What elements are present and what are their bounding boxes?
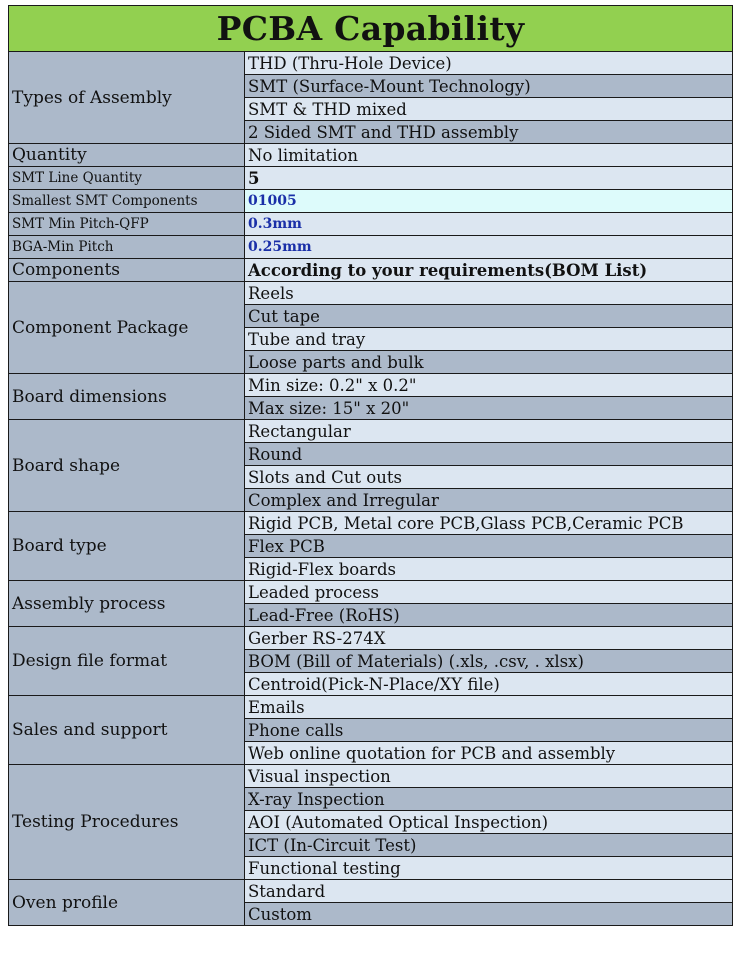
row-value: Functional testing	[245, 857, 733, 880]
row-value: 5	[245, 167, 733, 190]
row-value: Custom	[245, 903, 733, 926]
table-row	[9, 581, 733, 604]
row-value: Min size: 0.2" x 0.2"	[245, 374, 733, 397]
row-value: THD (Thru-Hole Device)	[245, 52, 733, 75]
row-value: No limitation	[245, 144, 733, 167]
table-row	[9, 167, 733, 190]
row-value: Round	[245, 443, 733, 466]
row-value: Gerber RS-274X	[245, 627, 733, 650]
row-label: Design file format	[9, 627, 245, 696]
row-label: Smallest SMT Components	[9, 190, 245, 213]
row-value: Phone calls	[245, 719, 733, 742]
row-value: Leaded process	[245, 581, 733, 604]
row-value: Cut tape	[245, 305, 733, 328]
row-value: AOI (Automated Optical Inspection)	[245, 811, 733, 834]
row-value: Rigid-Flex boards	[245, 558, 733, 581]
row-value: ICT (In-Circuit Test)	[245, 834, 733, 857]
row-value: Standard	[245, 880, 733, 903]
row-value: Centroid(Pick-N-Place/XY file)	[245, 673, 733, 696]
row-label: Board type	[9, 512, 245, 581]
row-value: Web online quotation for PCB and assembly	[245, 742, 733, 765]
row-label: Sales and support	[9, 696, 245, 765]
row-value: Reels	[245, 282, 733, 305]
row-value: 0.25mm	[245, 236, 733, 259]
row-value: Rigid PCB, Metal core PCB,Glass PCB,Ceramic PCB	[245, 512, 733, 535]
row-value: SMT (Surface-Mount Technology)	[245, 75, 733, 98]
row-value: Slots and Cut outs	[245, 466, 733, 489]
row-value: Max size: 15" x 20"	[245, 397, 733, 420]
table-row	[9, 259, 733, 282]
row-label: SMT Min Pitch-QFP	[9, 213, 245, 236]
table-row	[9, 512, 733, 535]
table-row	[9, 627, 733, 650]
row-label: Board dimensions	[9, 374, 245, 420]
table-row	[9, 190, 733, 213]
table-row	[9, 52, 733, 75]
table-row	[9, 880, 733, 903]
row-label: Types of Assembly	[9, 52, 245, 144]
page-title: PCBA Capability	[9, 6, 733, 52]
row-label: SMT Line Quantity	[9, 167, 245, 190]
table-row	[9, 236, 733, 259]
row-value: BOM (Bill of Materials) (.xls, .csv, . xlsx)	[245, 650, 733, 673]
row-value: According to your requirements(BOM List)	[245, 259, 733, 282]
row-value: X-ray Inspection	[245, 788, 733, 811]
table-row	[9, 696, 733, 719]
row-value: Tube and tray	[245, 328, 733, 351]
row-value: 01005	[245, 190, 733, 213]
row-label: Testing Procedures	[9, 765, 245, 880]
row-label: Board shape	[9, 420, 245, 512]
row-value: Visual inspection	[245, 765, 733, 788]
table-row	[9, 282, 733, 305]
table-row	[9, 213, 733, 236]
row-label: Components	[9, 259, 245, 282]
row-value: Complex and Irregular	[245, 489, 733, 512]
table-row	[9, 144, 733, 167]
row-value: Emails	[245, 696, 733, 719]
table-row	[9, 765, 733, 788]
row-value: 0.3mm	[245, 213, 733, 236]
row-value: SMT & THD mixed	[245, 98, 733, 121]
table-row	[9, 374, 733, 397]
row-value: Loose parts and bulk	[245, 351, 733, 374]
title-row	[9, 6, 733, 52]
row-label: Assembly process	[9, 581, 245, 627]
row-label: BGA-Min Pitch	[9, 236, 245, 259]
table-row	[9, 420, 733, 443]
row-label: Component Package	[9, 282, 245, 374]
row-label: Quantity	[9, 144, 245, 167]
row-value: Lead-Free (RoHS)	[245, 604, 733, 627]
row-value: Rectangular	[245, 420, 733, 443]
row-value: 2 Sided SMT and THD assembly	[245, 121, 733, 144]
row-value: Flex PCB	[245, 535, 733, 558]
capability-table	[8, 5, 733, 926]
row-label: Oven profile	[9, 880, 245, 926]
